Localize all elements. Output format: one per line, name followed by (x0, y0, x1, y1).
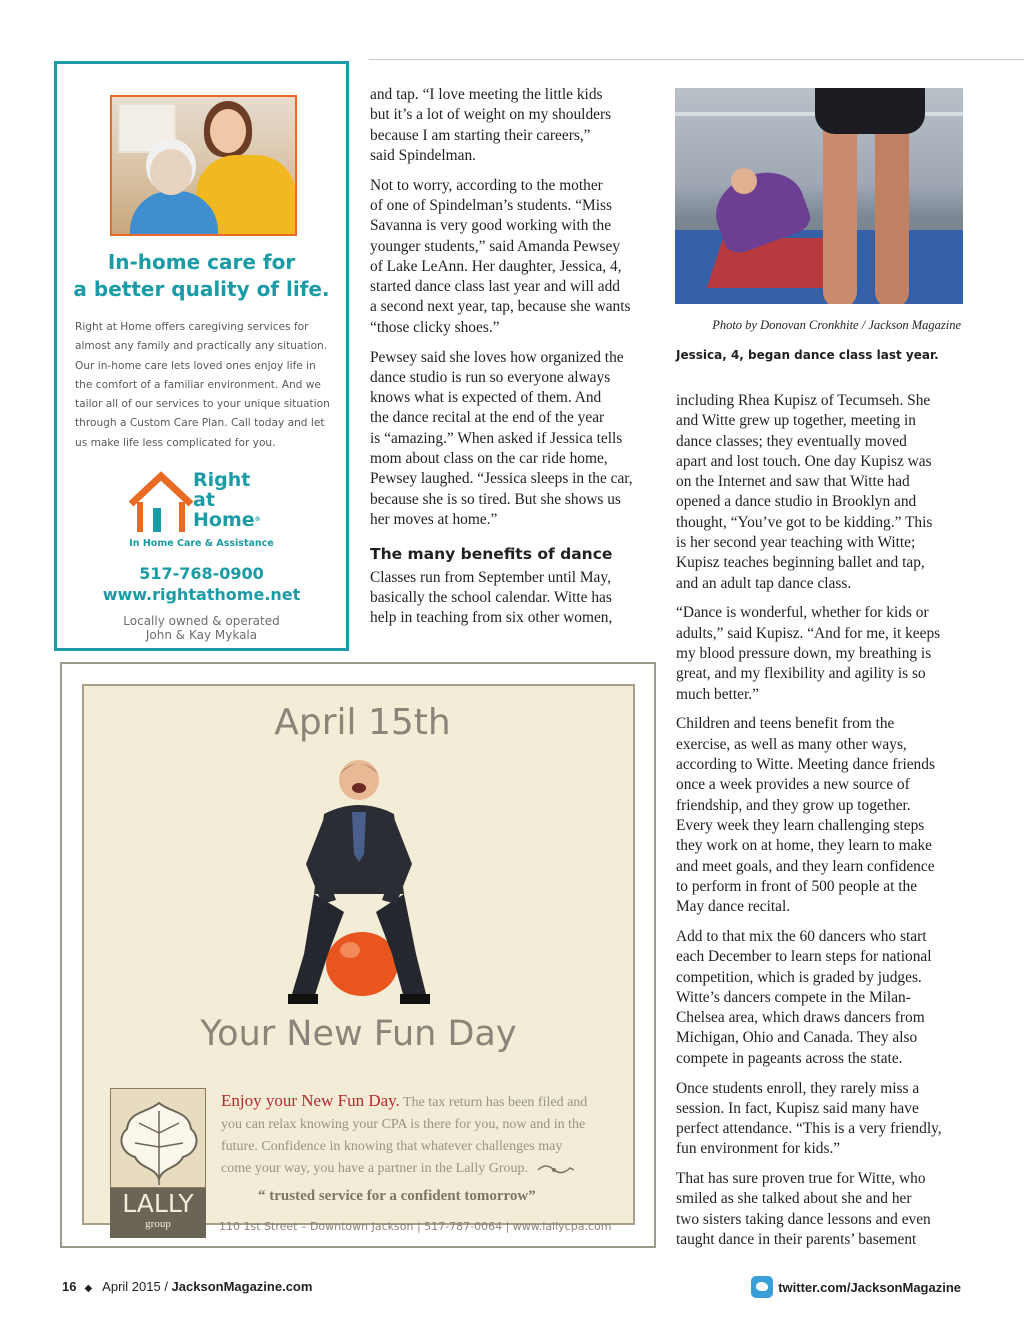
ad-headline-line-1: In-home care for (107, 250, 296, 274)
ad-body-text: Right at Home offers caregiving services for almost any family and practically any situation. Our in-home care lets loved ones enjoy life in the comfort of a familiar environment. And we tailor all of our services to your unique situation through a Custom Care Plan. Call today and let us make life less complicated for you. (75, 321, 330, 449)
lally-logo (110, 1088, 206, 1238)
lally-ad-title: Your New Fun Day (200, 1014, 517, 1054)
paragraph: Not to worry, according to the mother of one of Spindelman’s students. “Miss Savanna is very good working with the younger students,” said Amanda Pewsey of Lake LeAnn. Her daughter, Jessica, 4, started dance class last year and will add a second next year, tap, because she wants “those clicky shoes.” (370, 176, 631, 336)
site-link[interactable]: JacksonMagazine.com (171, 1279, 313, 1294)
right-at-home-ad (54, 61, 349, 651)
page-number: 16 (62, 1279, 77, 1294)
twitter-handle[interactable]: twitter.com/JacksonMagazine (778, 1279, 961, 1295)
header-rule (369, 59, 1024, 60)
ad-url[interactable]: www.rightathome.net (102, 585, 301, 604)
lally-wordmark: LALLY group (110, 1188, 206, 1238)
article-column-2 (676, 391, 966, 1260)
article-column-1 (370, 85, 655, 638)
photo-caption: Jessica, 4, began dance class last year. (676, 348, 939, 362)
twitter-icon (751, 1276, 773, 1298)
footer-folio (62, 1279, 312, 1294)
lally-ad-date: April 15th (274, 702, 451, 743)
paragraph: “Dance is wonderful, whether for kids or adults,” said Kupisz. “And for me, it keeps my blood pressure down, my breathing is great, and my flexibility and agility is so much better.” (676, 604, 941, 703)
ad-phone: 517-768-0900 (139, 564, 264, 583)
ad-owners: Locally owned & operated John & Kay Mykala (123, 614, 280, 642)
logo-tagline: In Home Care & Assistance (129, 538, 274, 549)
lally-ad-panel (82, 684, 635, 1233)
right-at-home-logo-text: Right at Home® (193, 469, 261, 531)
flourish-icon (536, 1162, 576, 1176)
paragraph: Add to that mix the 60 dancers who start each December to learn steps for national competition, which is graded by judges. Witte’s dancers compete in the Milan- Chelsea area, which draws dancers from Michigan, Ohio and Canada. They also compete in pageants across the state. (676, 927, 932, 1067)
lally-group-ad (60, 662, 656, 1248)
paragraph: including Rhea Kupisz of Tecumseh. She and Witte grew up together, meeting in dance classes; they eventually moved apart and lost touch. One day Kupisz was on the Internet and saw that Witte had opened a dance studio in Brooklyn and thought, “You’ve got to be kidding.” This is her second year teaching with Witte; Kupisz teaches beginning ballet and tap, and an adult tap dance class. (676, 392, 933, 592)
man-on-bounce-ball-illustration (284, 754, 434, 1014)
lally-ad-copy: Enjoy your New Fun Day. The tax return has been filed and you can relax knowing your CPA is there for you, now and in the future. Confidence in knowing that whatever challenges may come your way, you have a partner in the Lally Group. (221, 1091, 588, 1176)
issue-date: April 2015 / (102, 1279, 172, 1294)
photo-credit: Photo by Donovan Cronkhite / Jackson Magazine (712, 318, 961, 332)
paragraph: Once students enroll, they rarely miss a session. In fact, Kupisz said many have perfect attendance. “This is a very friendly, fun environment for kids.” (676, 1079, 942, 1158)
paragraph: Children and teens benefit from the exercise, as well as many other ways, according to Witte. Meeting dance friends once a week provides a new source of friendship, and they grow up together. Every week they learn challenging steps they work on at home, they learn to make and meet goals, and they learn confidence to perform in front of 500 people at the May dance recital. (676, 715, 935, 916)
footer-twitter[interactable] (751, 1276, 961, 1298)
lally-ad-address: 110 1st Street – Downtown Jackson | 517-787-0064 | www.lallycpa.com (219, 1220, 612, 1233)
paragraph: Classes run from September until May, basically the school calendar. Witte has help in teaching from six other women, (370, 568, 613, 627)
paragraph: Pewsey said she loves how organized the dance studio is run so everyone always knows what is expected of them. And the dance recital at the end of the year is “amazing.” When asked if Jessica tells mom about class on the car ride home, Pewsey laughed. “Jessica sleeps in the car, because she is so tired. But she shows us her moves at home.” (370, 348, 633, 528)
lally-ad-quote: “ trusted service for a confident tomorrow” (258, 1188, 536, 1204)
paragraph: and tap. “I love meeting the little kids but it’s a lot of weight on my shoulders because I am starting their careers,” said Spindelman. (370, 86, 612, 164)
paragraph: That has sure proven true for Witte, who smiled as she talked about she and her two sisters taking dance lessons and even taught dance in their parents’ basement (676, 1170, 931, 1249)
diamond-icon: ◆ (84, 1283, 93, 1294)
ad-headline-line-2: a better quality of life. (73, 277, 330, 301)
leaf-icon (110, 1088, 206, 1188)
section-subhead: The many benefits of dance (370, 545, 613, 564)
dance-class-photo (675, 88, 963, 304)
caregiver-photo (110, 95, 297, 236)
